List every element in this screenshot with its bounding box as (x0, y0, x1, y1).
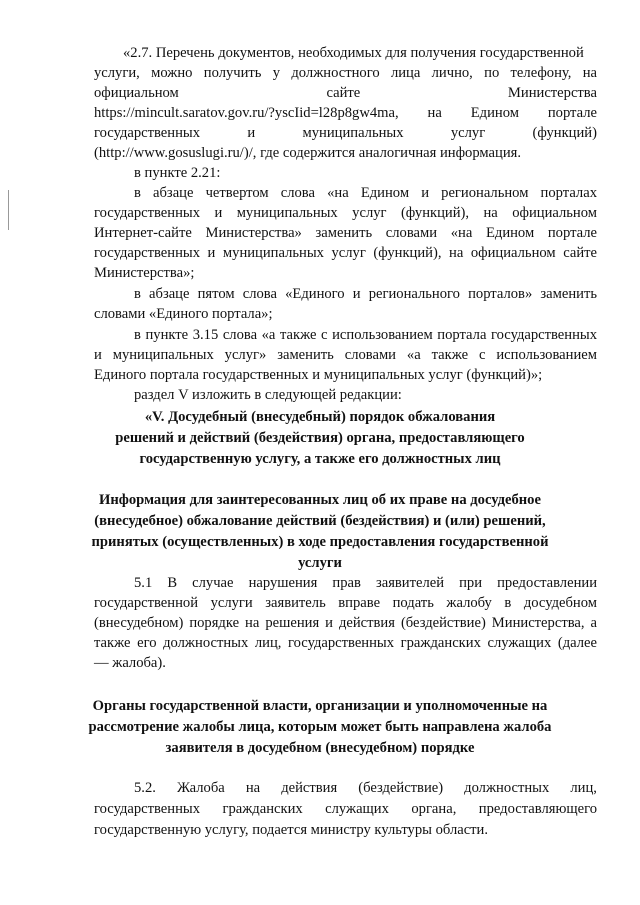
p1-line-1: «2.7. Перечень документов, необходимых для получения государственной (123, 45, 584, 61)
p7-line-5: — жалоба). (94, 655, 166, 671)
p1-line-6: (http://www.gosuslugi.ru/)/, где содержится аналогичная информация. (94, 145, 522, 161)
subsection-heading-1-line-1: Информация для заинтересованных лиц об их праве на досудебное (99, 492, 541, 508)
section-title-line-3: государственную услугу, а также его должностных лиц (139, 451, 501, 467)
word: 5.2. (134, 780, 156, 796)
section-title-line-2: решений и действий (бездействия) органа, предоставляющего (115, 430, 525, 446)
p6-line: раздел V изложить в следующей редакции: (134, 387, 402, 403)
word: лиц, (570, 780, 597, 796)
word: органа, (411, 801, 457, 817)
p8-line-2 (94, 800, 597, 818)
word: на (427, 105, 442, 121)
p5-line-2: и муниципальных услуг» заменить словами «а также с использованием (94, 347, 597, 363)
subsection-heading-2-line-1: Органы государственной власти, организации и уполномоченные на (92, 698, 548, 714)
subsection-heading-1-line-4: услуги (298, 555, 342, 571)
p1-line-2: услуги, можно получить у должностного лица лично, по телефону, на (94, 65, 597, 81)
p3-line-3: Интернет-сайте Министерства» заменить словами «на Едином портале (94, 225, 597, 241)
p5-line-1: в пункте 3.15 слова «а также с использованием портала государственных (134, 327, 597, 343)
word: услуг (450, 125, 486, 141)
p3-line-1: в абзаце четвертом слова «на Едином и региональном порталах (134, 185, 597, 201)
word: должностных (464, 780, 550, 796)
p7-line-2: государственной услуги заявитель вправе подать жалобу в досудебном (94, 595, 597, 611)
word: портале (547, 105, 597, 121)
p3-line-2: государственных и муниципальных услуг (функций), на официальном (94, 205, 597, 221)
p1-line-4 (94, 104, 597, 122)
word: и (247, 125, 256, 141)
word: сайте (326, 85, 361, 101)
word: действия (281, 780, 338, 796)
word: (функций) (532, 125, 597, 141)
word: служащих (325, 801, 389, 817)
word: государственных (94, 801, 201, 817)
word: официальном (94, 85, 179, 101)
subsection-heading-1-line-2: (внесудебное) обжалование действий (бездействия) и (или) решений, (94, 513, 546, 529)
word: Едином (470, 105, 519, 121)
word: Министерства (507, 85, 597, 101)
margin-mark (8, 190, 9, 230)
p4-line-2: словами «Единого портала»; (94, 306, 273, 322)
word: на (245, 780, 261, 796)
p1-line-5 (94, 124, 597, 142)
url-link[interactable]: https://mincult.saratov.gov.ru/?yscIid=l28p8gw4ma, (94, 105, 399, 121)
p8-line-1 (134, 779, 597, 797)
p5-line-3: Единого портала государственных и муниципальных услуг (функций)»; (94, 367, 543, 383)
p8-line-3: государственную услугу, подается министру культуры области. (94, 822, 489, 838)
subsection-heading-2-line-3: заявителя в досудебном (внесудебном) порядке (165, 740, 475, 756)
p4-line-1: в абзаце пятом слова «Единого и регионального порталов» заменить (134, 286, 597, 302)
section-title-line-1: «V. Досудебный (внесудебный) порядок обжалования (144, 409, 496, 425)
p7-line-4: также его должностных лиц, государственных гражданских служащих (далее (94, 635, 597, 651)
subsection-heading-1-line-3: принятых (осуществленных) в ходе предоставления государственной (91, 534, 549, 550)
word: гражданских (222, 801, 303, 817)
p7-line-1: 5.1 В случае нарушения прав заявителей при предоставлении (134, 575, 597, 591)
p1-line-3 (94, 84, 597, 102)
word: государственных (94, 125, 201, 141)
p3-line-4: государственных и муниципальных услуг (функций), на официальном сайте (94, 245, 597, 261)
word: (бездействие) (358, 780, 444, 796)
p7-line-3: (внесудебном) порядке на решения и действия (бездействие) Министерства, а (94, 615, 597, 631)
p2-line: в пункте 2.21: (134, 165, 221, 181)
subsection-heading-2-line-2: рассмотрение жалобы лица, которым может быть направлена жалоба (88, 719, 552, 735)
word: предоставляющего (478, 801, 597, 817)
p3-line-5: Министерства»; (94, 265, 195, 281)
word: муниципальных (302, 125, 404, 141)
word: Жалоба (176, 780, 225, 796)
